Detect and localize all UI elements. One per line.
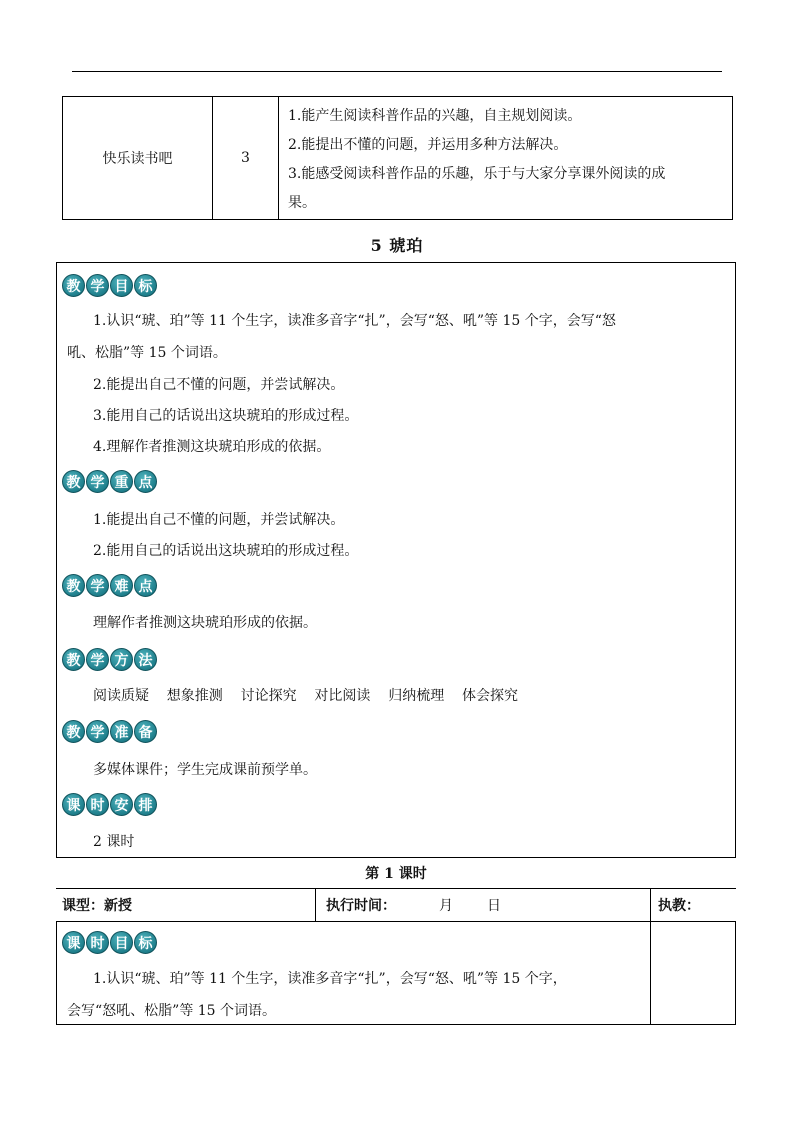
- period-title: 第 1 课时: [365, 866, 427, 882]
- section-badge-focus: 教 学 重 点: [62, 468, 157, 495]
- section-badge-difficulty: 教 学 难 点: [62, 572, 157, 599]
- section-badge-goals: 教 学 目 标: [62, 272, 157, 299]
- section-badge-period-goals: 课 时 目 标: [62, 929, 157, 956]
- day-label: 日: [487, 898, 501, 914]
- text-line: 2.能用自己的话说出这块琥珀的形成过程。: [93, 543, 359, 559]
- section-badge-methods: 教 学 方 法: [62, 646, 157, 673]
- month-label: 月: [439, 898, 453, 914]
- text-line: 阅读质疑 想象推测 讨论探究 对比阅读 归纳梳理 体会探究: [93, 688, 519, 704]
- section-badge-prep: 教 学 准 备: [62, 718, 157, 745]
- text-line: 会写“怒吼、松脂”等 15 个词语。: [67, 1003, 277, 1019]
- goals-cell: [279, 97, 732, 219]
- text-line: 理解作者推测这块琥珀形成的依据。: [93, 615, 317, 631]
- unit-name-cell: 快乐读书吧: [63, 97, 213, 219]
- text-line: 4.理解作者推测这块琥珀形成的依据。: [93, 439, 331, 455]
- goal-line: 果。: [288, 195, 316, 211]
- text-line: 吼、松脂”等 15 个词语。: [67, 345, 227, 361]
- execution-time-label: 执行时间：: [326, 898, 396, 914]
- text-line: 3.能用自己的话说出这块琥珀的形成过程。: [93, 408, 359, 424]
- header-rule: [72, 71, 722, 72]
- text-line: 2 课时: [93, 834, 135, 850]
- teacher-label: 执教：: [658, 898, 700, 914]
- goal-line: 1.能产生阅读科普作品的兴趣，自主规划阅读。: [288, 108, 582, 124]
- hours-cell: 3: [213, 97, 279, 219]
- section-badge-schedule: 课 时 安 排: [62, 791, 157, 818]
- lesson-type: 课型：新授: [62, 898, 132, 914]
- text-line: 1.认识“琥、珀”等 11 个生字，读准多音字“扎”，会写“怒、吼”等 15 个字，会写“怒: [93, 313, 616, 329]
- text-line: 1.认识“琥、珀”等 11 个生字，读准多音字“扎”，会写“怒、吼”等 15 个字，: [93, 971, 567, 987]
- reading-unit-table: [62, 96, 733, 220]
- goal-line: 2.能提出不懂的问题，并运用多种方法解决。: [288, 137, 568, 153]
- text-line: 1.能提出自己不懂的问题，并尝试解决。: [93, 512, 345, 528]
- period-info-row: [56, 889, 736, 921]
- text-line: 2.能提出自己不懂的问题，并尝试解决。: [93, 377, 345, 393]
- goal-line: 3.能感受阅读科普作品的乐趣，乐于与大家分享课外阅读的成: [288, 166, 666, 182]
- lesson-title: 5 琥珀: [370, 236, 424, 255]
- text-line: 多媒体课件；学生完成课前预学单。: [93, 762, 317, 778]
